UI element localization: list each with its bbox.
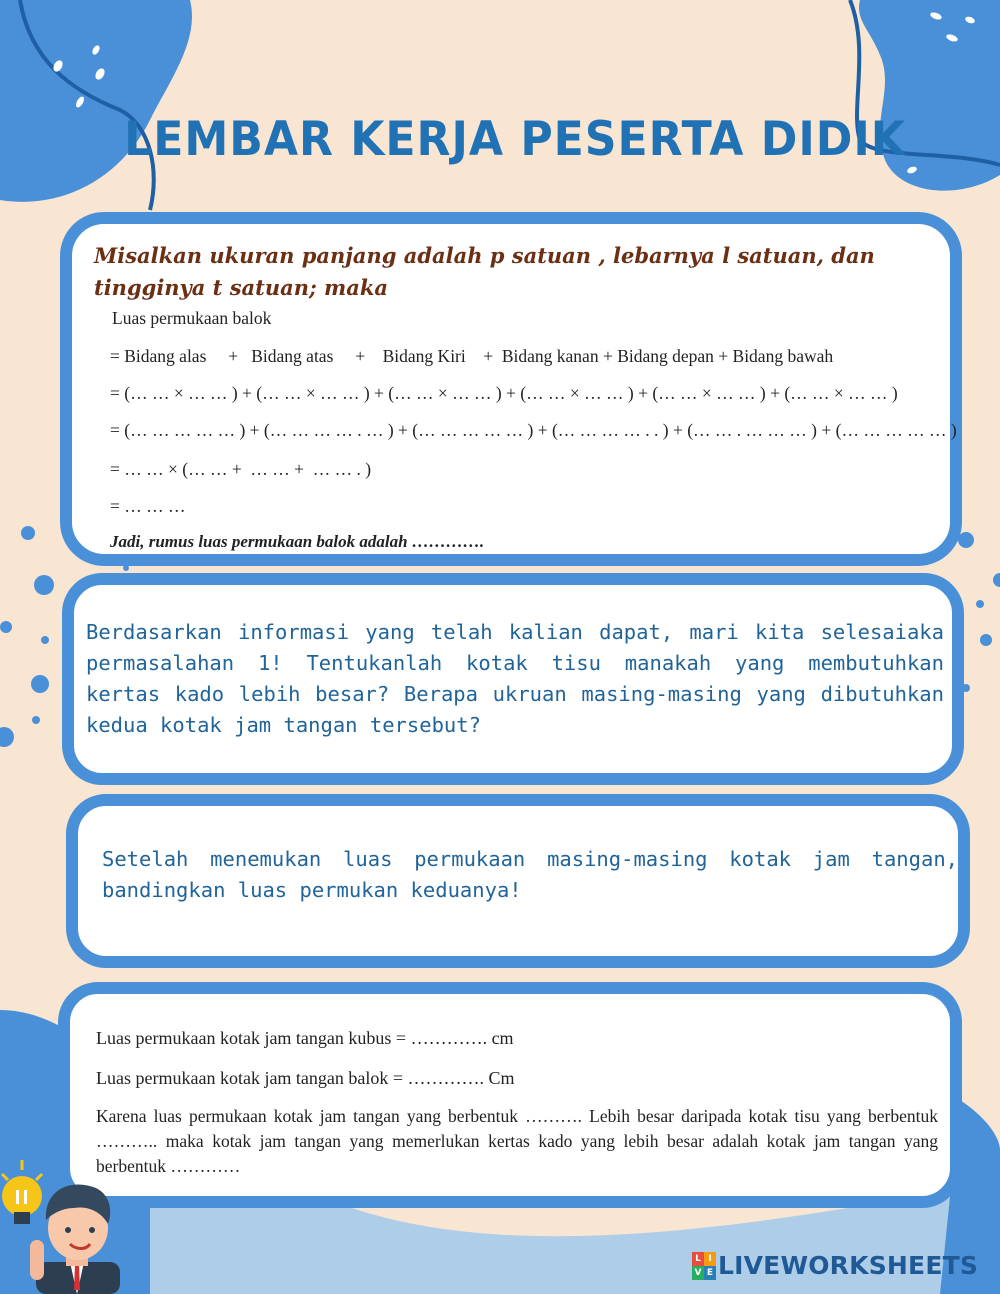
question-card-1 (62, 573, 964, 785)
question-card-2 (66, 794, 970, 968)
question-text: Setelah menemukan luas permukaan masing-masing kotak jam tangan, bandingkan luas permukan keduanya! (102, 847, 958, 902)
formula-line: = … … × (… … + … … + … … . ) (110, 459, 372, 479)
answer-paragraph: Karena luas permukaan kotak jam tangan yang berbentuk ………. Lebih besar daripada kotak tisu yang berbentuk ……….. maka kotak jam tangan yang memerlukan kertas kado yang lebih besar adalah kotak jam tangan yang berbentuk ………… (96, 1106, 938, 1176)
question-text: Berdasarkan informasi yang telah kalian dapat, mari kita selesaiaka permasalahan 1! Tentukanlah kotak tisu manakah yang membutuhkan kertas kado lebih besar? Berapa ukruan masing-masing yang dibutuhkan kedua kotak jam tangan tersebut? (86, 620, 944, 737)
formula-line: = Bidang alas + Bidang atas + Bidang Kiri + Bidang kanan + Bidang depan + Bidang bawah (110, 346, 834, 366)
answer-card (58, 982, 962, 1208)
formula-conclusion: Jadi, rumus luas permukaan balok adalah …………. (110, 532, 485, 551)
formula-line: Luas permukaan balok (112, 308, 272, 328)
formula-card (60, 212, 962, 566)
lightbulb-icon (2, 1160, 42, 1224)
teacher-illustration (0, 1150, 140, 1294)
formula-line: = … … … (110, 496, 186, 516)
answer-line-cube: Luas permukaan kotak jam tangan kubus = …………. cm (96, 1028, 514, 1048)
liveworksheets-logo[interactable] (692, 1251, 978, 1280)
formula-line: = (… … … … … ) + (… … … … . … ) + (… … … … … ) + (… … … … . . ) + (… … . … … … ) + (… … … … … ) (110, 420, 957, 440)
page-title: LEMBAR KERJA PESERTA DIDIK (124, 112, 906, 167)
formula-heading: Misalkan ukuran panjang adalah p satuan , lebarnya l satuan, dan tingginya t satuan; maka (94, 243, 875, 300)
liveworksheets-logo-icon: L I V E (692, 1252, 716, 1280)
liveworksheets-logo-text: LIVEWORKSHEETS (718, 1251, 979, 1280)
formula-line: = (… … × … … ) + (… … × … … ) + (… … × … … ) + (… … × … … ) + (… … × … … ) + (… … × … … ) (110, 383, 898, 403)
answer-line-balok: Luas permukaan kotak jam tangan balok = …………. Cm (96, 1068, 515, 1088)
